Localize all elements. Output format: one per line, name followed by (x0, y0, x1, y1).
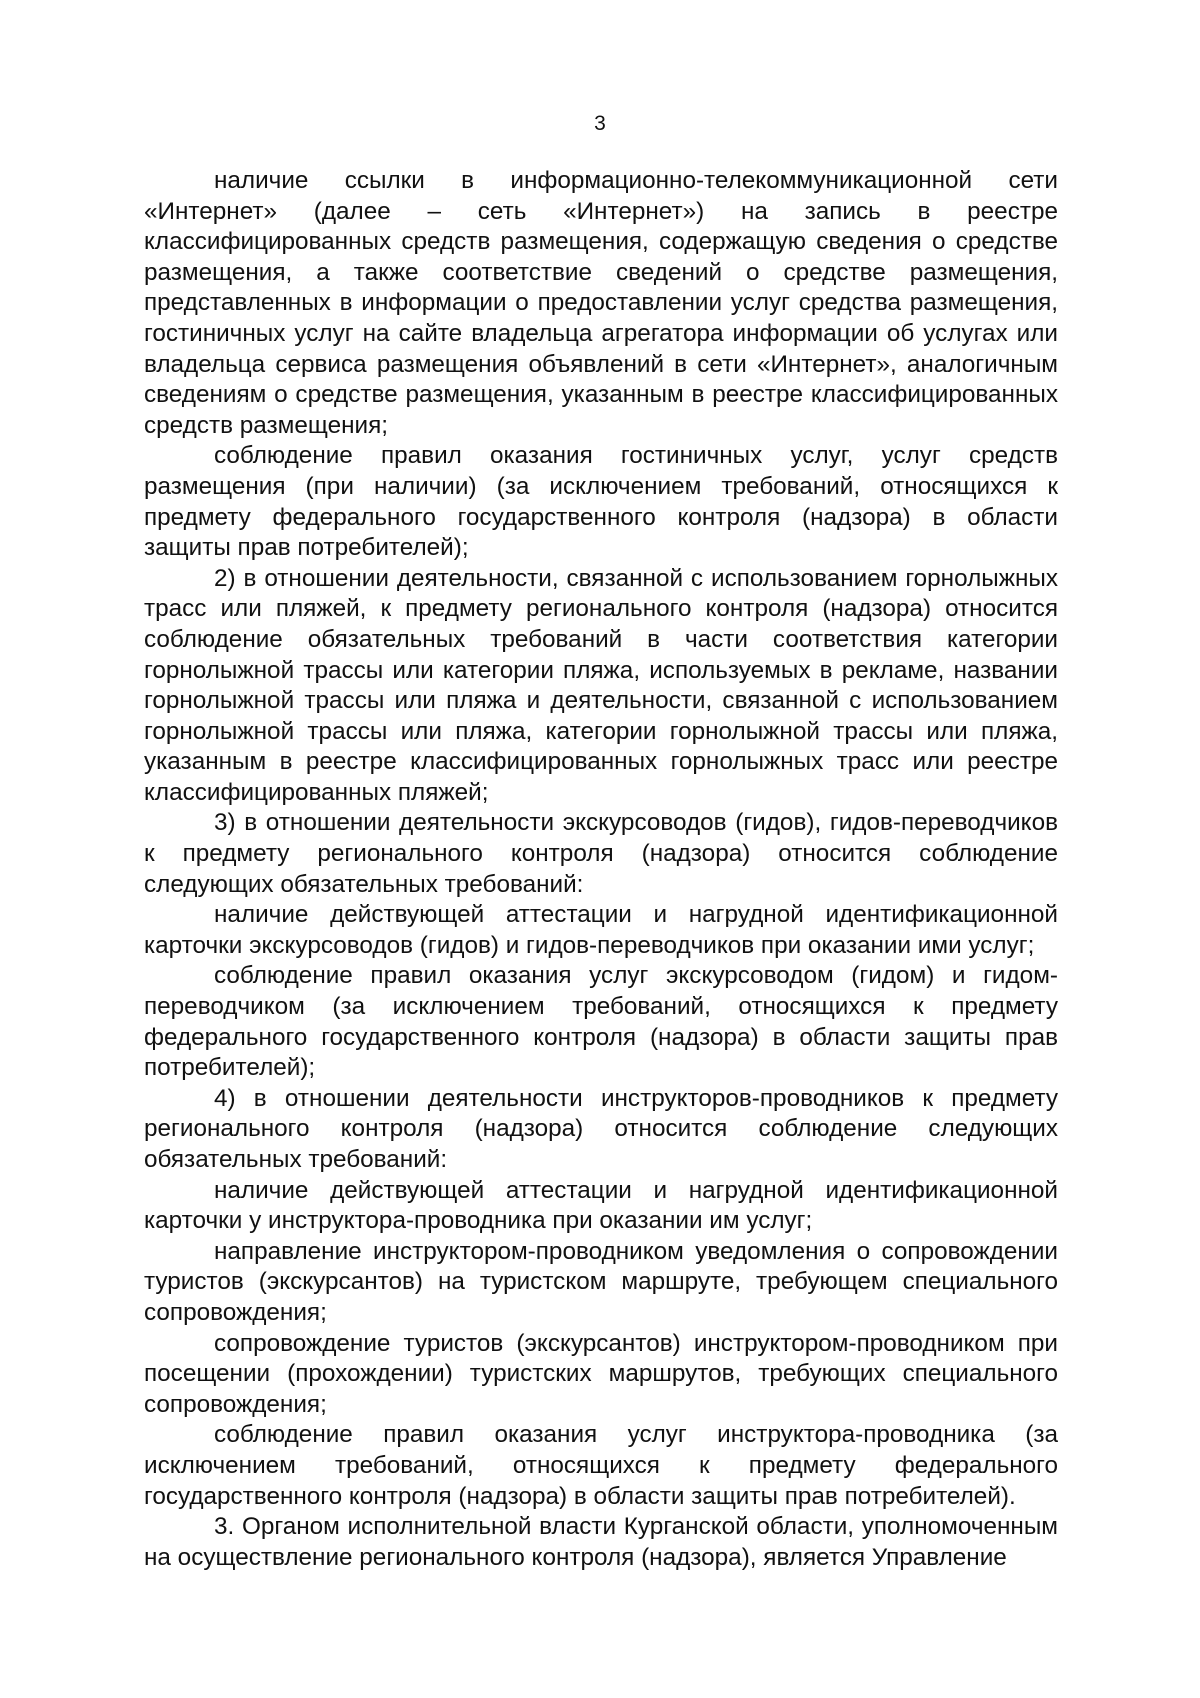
paragraph-instructors-service-rules: соблюдение правил оказания услуг инструктора-проводника (за исключением требований, относящихся к предмету федерального государственного контроля (надзора) в области защиты прав потребителей). (144, 1421, 1058, 1510)
paragraph-instructors-attestation: наличие действующей аттестации и нагрудной идентификационной карточки у инструктора-проводника при оказании им услуг; (144, 1176, 1058, 1235)
paragraph-guides-attestation: наличие действующей аттестации и нагрудной идентификационной карточки экскурсоводов (гидов) и гидов-переводчиков при оказании ими услуг; (144, 901, 1058, 959)
page-number: 3 (594, 112, 606, 135)
paragraph-hotel-services-rules: соблюдение правил оказания гостиничных услуг, услуг средств размещения (при наличии) (за исключением требований, относящихся к предмету федерального государственного контроля (надзора) в области защиты прав потребителей); (144, 442, 1058, 562)
paragraph-internet-link-requirement: наличие ссылки в информационно-телекоммуникационной сети «Интернет» (далее – сеть «Интернет») на запись в реестре классифицированных средств размещения, содержащую сведения о средстве размещения, а также соответствие сведений о средстве размещения, представленных в информации о предоставлении услуг средства размещения, гостиничных услуг на сайте владельца агрегатора информации об услугах или владельца сервиса размещения объявлений в сети «Интернет», аналогичным сведениям о средстве размещения, указанным в реестре классифицированных средств размещения; (144, 167, 1058, 439)
document-body (144, 166, 1058, 1573)
paragraph-instructors-notification: направление инструктором-проводником уведомления о сопровождении туристов (экскурсантов) на туристском маршруте, требующем специального сопровождения; (144, 1237, 1058, 1326)
paragraph-ski-slopes-beaches: 2) в отношении деятельности, связанной с использованием горнолыжных трасс или пляжей, к предмету регионального контроля (надзора) относится соблюдение обязательных требований в части соответствия категории горнолыжной трассы или категории пляжа, используемых в рекламе, названии горнолыжной трассы или пляжа и деятельности, связанной с использованием горнолыжной трассы или пляжа, категории горнолыжной трассы или пляжа, указанным в реестре классифицированных горнолыжных трасс или реестре классифицированных пляжей; (144, 564, 1058, 806)
paragraph-guides-intro: 3) в отношении деятельности экскурсоводов (гидов), гидов-переводчиков к предмету регионального контроля (надзора) относится соблюдение следующих обязательных требований: (144, 809, 1058, 898)
paragraph-guides-service-rules: соблюдение правил оказания услуг экскурсоводом (гидом) и гидом-переводчиком (за исключением требований, относящихся к предмету федерального государственного контроля (надзора) в области защиты прав потребителей); (144, 962, 1058, 1082)
paragraph-instructors-intro: 4) в отношении деятельности инструкторов-проводников к предмету регионального контроля (надзора) относится соблюдение следующих обязательных требований: (144, 1084, 1058, 1173)
paragraph-instructors-accompaniment: сопровождение туристов (экскурсантов) инструктором-проводником при посещении (прохождении) туристских маршрутов, требующих специального сопровождения; (144, 1329, 1058, 1418)
paragraph-authority: 3. Органом исполнительной власти Курганской области, уполномоченным на осуществление регионального контроля (надзора), является Управление (144, 1513, 1058, 1571)
